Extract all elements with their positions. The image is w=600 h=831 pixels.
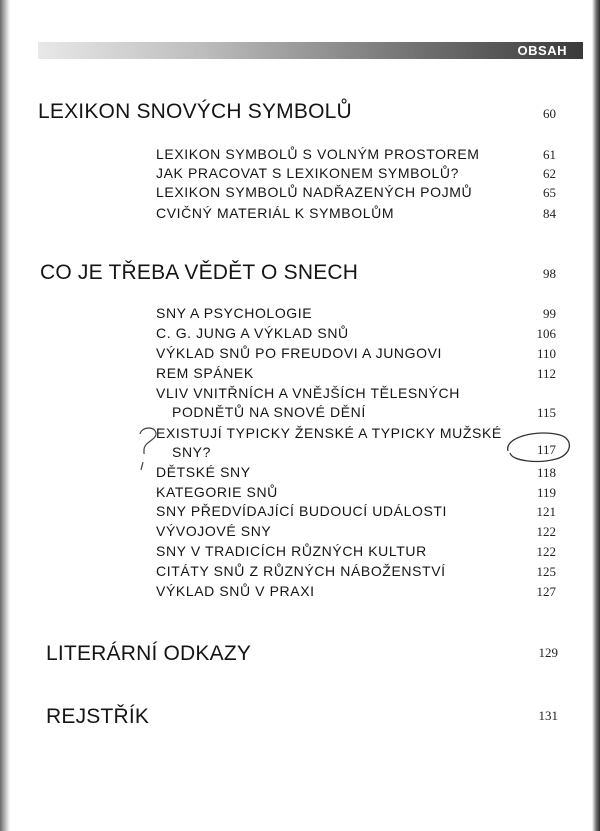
header-bar: [38, 42, 583, 59]
toc-entry-page: 110: [536, 346, 556, 361]
toc-entry[interactable]: LEXIKON SYMBOLŮ S VOLNÝM PROSTOREM: [156, 146, 480, 162]
toc-entry-page: 119: [536, 485, 556, 500]
toc-entry-page: 122: [536, 544, 556, 559]
toc-entry[interactable]: C. G. JUNG A VÝKLAD SNŮ: [156, 325, 349, 341]
toc-entry-page: 61: [543, 147, 556, 162]
section-title-lexikon[interactable]: LEXIKON SNOVÝCH SYMBOLŮ: [38, 100, 352, 123]
toc-entry-continuation[interactable]: SNY?: [172, 444, 211, 460]
section-page-literarni-odkazy: 129: [538, 645, 558, 660]
handwritten-circle-icon: [498, 427, 574, 467]
toc-entry[interactable]: SNY PŘEDVÍDAJÍCÍ BUDOUCÍ UDÁLOSTI: [156, 503, 448, 519]
toc-entry[interactable]: VLIV VNITŘNÍCH A VNĚJŠÍCH TĚLESNÝCH: [156, 385, 460, 401]
page-edge-left: [0, 0, 10, 831]
toc-entry[interactable]: VÝKLAD SNŮ PO FREUDOVI A JUNGOVI: [156, 345, 443, 361]
toc-entry[interactable]: SNY V TRADICÍCH RŮZNÝCH KULTUR: [156, 543, 427, 559]
section-page-rejstrik: 131: [538, 708, 558, 723]
toc-entry-page: 112: [536, 366, 556, 381]
section-title-rejstrik[interactable]: REJSTŘÍK: [46, 705, 150, 728]
toc-entry-page: 127: [536, 584, 556, 599]
section-page-co-je-treba: 98: [543, 266, 556, 281]
toc-entry-page: 99: [543, 306, 556, 321]
toc-entry[interactable]: EXISTUJÍ TYPICKY ŽENSKÉ A TYPICKY MUŽSKÉ: [156, 425, 502, 441]
toc-entry-page: 118: [536, 465, 556, 480]
handwritten-question-mark-icon: [132, 424, 162, 474]
toc-entry[interactable]: DĚTSKÉ SNY: [156, 464, 251, 480]
section-page-lexikon: 60: [543, 106, 556, 121]
page-edge-right: [592, 0, 600, 831]
toc-entry[interactable]: CVIČNÝ MATERIÁL K SYMBOLŮM: [156, 205, 395, 221]
toc-entry-page: 62: [543, 166, 556, 181]
toc-entry[interactable]: VÝKLAD SNŮ V PRAXI: [156, 583, 315, 599]
section-title-literarni-odkazy[interactable]: LITERÁRNÍ ODKAZY: [46, 642, 252, 665]
header-label: OBSAH: [517, 43, 567, 58]
toc-entry-page: 84: [543, 206, 556, 221]
toc-entry-page: 106: [536, 326, 556, 341]
toc-entry-page: 121: [536, 504, 556, 519]
toc-entry-page: 125: [536, 564, 556, 579]
toc-entry-continuation[interactable]: PODNĚTŮ NA SNOVÉ DĚNÍ: [172, 404, 366, 420]
toc-entry[interactable]: REM SPÁNEK: [156, 365, 254, 381]
toc-entry-page: 117: [536, 442, 556, 457]
toc-entry[interactable]: CITÁTY SNŮ Z RŮZNÝCH NÁBOŽENSTVÍ: [156, 563, 446, 579]
toc-entry[interactable]: VÝVOJOVÉ SNY: [156, 523, 272, 539]
toc-entry-page: 65: [543, 185, 556, 200]
toc-entry[interactable]: SNY A PSYCHOLOGIE: [156, 305, 313, 321]
toc-entry-page: 122: [536, 524, 556, 539]
toc-entry[interactable]: KATEGORIE SNŮ: [156, 484, 278, 500]
toc-entry[interactable]: JAK PRACOVAT S LEXIKONEM SYMBOLŮ?: [156, 165, 459, 181]
toc-entry[interactable]: LEXIKON SYMBOLŮ NADŘAZENÝCH POJMŮ: [156, 184, 473, 200]
section-title-co-je-treba[interactable]: CO JE TŘEBA VĚDĚT O SNECH: [40, 261, 359, 284]
toc-entry-page: 115: [536, 405, 556, 420]
